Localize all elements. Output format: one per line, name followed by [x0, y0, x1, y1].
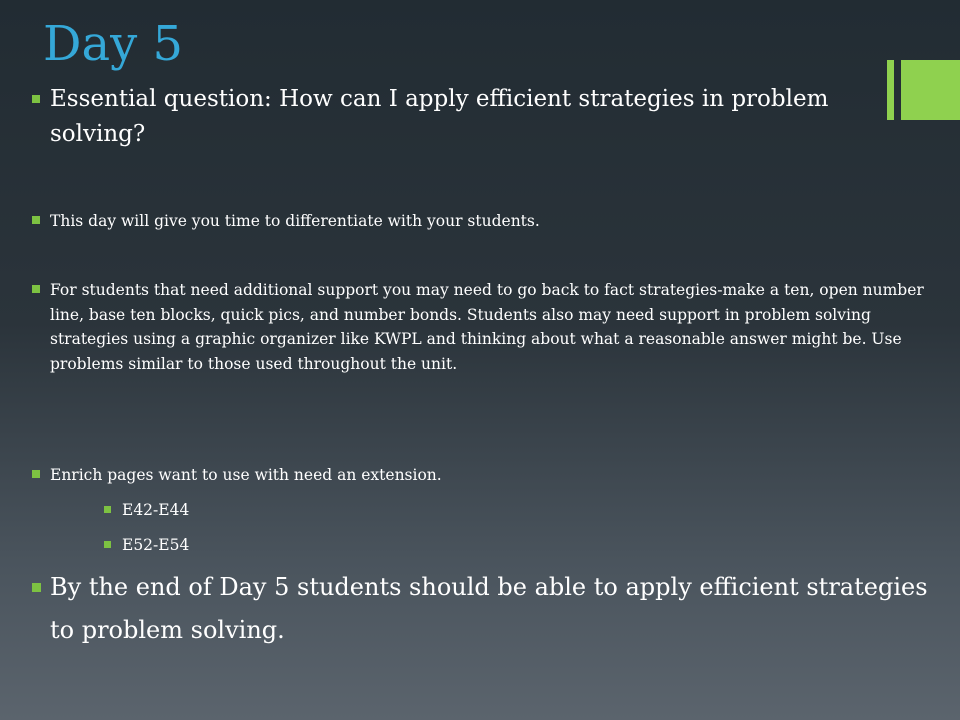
accent-bar-thick	[901, 60, 960, 120]
sub-bullet-e52-e54	[104, 533, 189, 557]
accent-bar-thin	[887, 60, 894, 120]
bullet-additional-support	[32, 278, 930, 376]
square-bullet-icon	[32, 216, 40, 224]
sub-bullet-text: E52-E54	[122, 536, 190, 554]
square-bullet-icon	[32, 583, 41, 592]
sub-bullet-e42-e44	[104, 498, 189, 522]
square-bullet-icon	[104, 506, 111, 513]
slide-title: Day 5	[43, 16, 184, 72]
bullet-end-of-day	[32, 566, 930, 652]
bullet-text: Essential question: How can I apply efficient strategies in problem solving?	[50, 86, 829, 147]
bullet-text: Enrich pages want to use with need an extension.	[50, 466, 442, 484]
bullet-differentiate	[32, 209, 930, 233]
bullet-enrich-pages	[32, 463, 930, 487]
bullet-text: This day will give you time to differentiate with your students.	[50, 212, 540, 230]
square-bullet-icon	[32, 285, 40, 293]
bullet-text: By the end of Day 5 students should be able to apply efficient strategies to problem solving.	[50, 573, 928, 644]
square-bullet-icon	[32, 95, 40, 103]
square-bullet-icon	[104, 541, 111, 548]
bullet-text: For students that need additional support you may need to go back to fact strategies-make a ten, open number line, base ten blocks, quick pics, and number bonds. Students also may need support in problem solving strategies using a graphic organizer like KWPL and thinking about what a reasonable answer might be. Use problems similar to those used throughout the unit.	[50, 281, 924, 373]
bullet-essential-question	[32, 82, 870, 152]
sub-bullet-text: E42-E44	[122, 501, 190, 519]
square-bullet-icon	[32, 470, 40, 478]
